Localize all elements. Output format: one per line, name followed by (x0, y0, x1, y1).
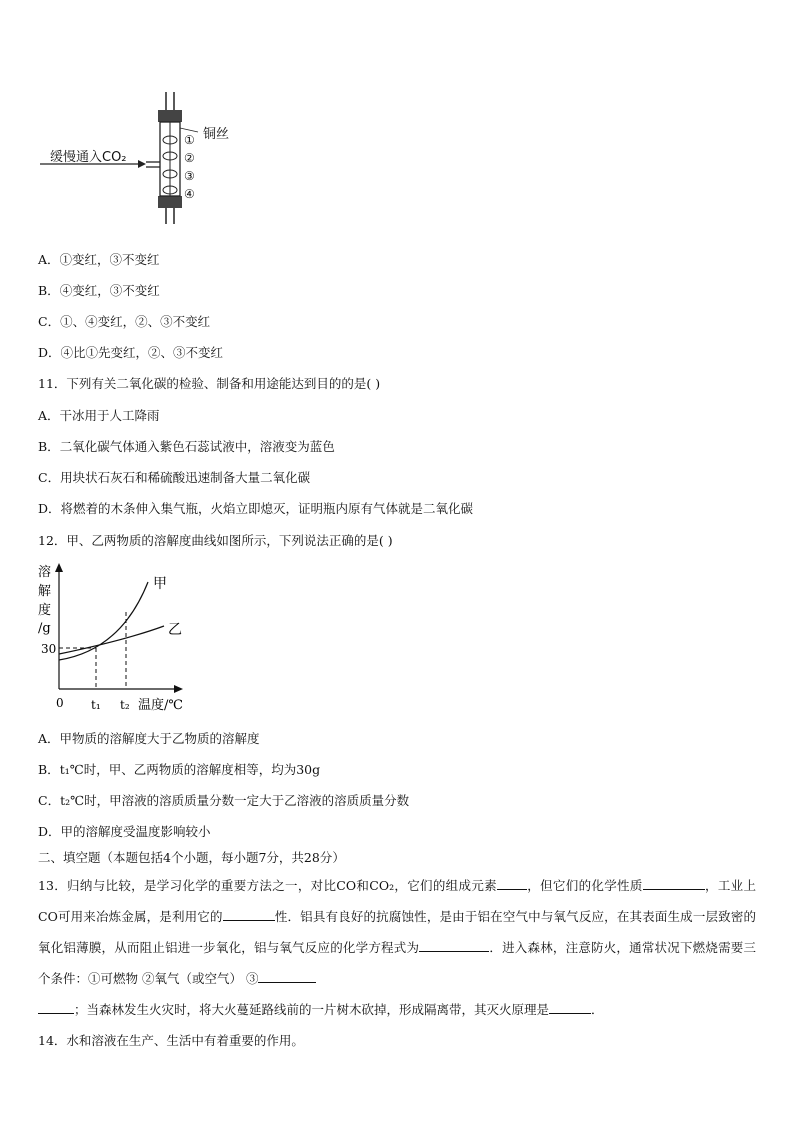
q13-blank-6[interactable] (549, 999, 591, 1014)
q11-stem: 11．下列有关二氧化碳的检验、制备和用途能达到目的的是( ) (38, 376, 381, 391)
y-axis-arrow (55, 563, 63, 572)
q11-option-a: A．干冰用于人工降雨 (38, 408, 160, 423)
q13-blank-3[interactable] (223, 906, 275, 921)
q11-option-c: C．用块状石灰石和稀硫酸迅速制备大量二氧化碳 (38, 470, 311, 485)
q10-option-a: A．①变红，③不变红 (38, 252, 160, 267)
q13-blank-1[interactable] (497, 875, 527, 890)
y-tick-30: 30 (41, 642, 57, 656)
x-tick-t2: t₂ (120, 698, 130, 712)
q10-option-c: C．①、④变红，②、③不变红 (38, 314, 211, 329)
x-axis-label: 温度/℃ (138, 698, 183, 713)
ylabel-char-2: 解 (38, 584, 52, 599)
q12-option-c: C．t₂℃时，甲溶液的溶质质量分数一定大于乙溶液的溶质质量分数 (38, 793, 410, 808)
q13-blank-5b[interactable] (38, 999, 74, 1014)
q13-blank-5[interactable] (258, 968, 316, 983)
q11-option-d: D．将燃着的木条伸入集气瓶，火焰立即熄灭，证明瓶内原有气体就是二氧化碳 (38, 501, 474, 516)
q13-paragraph: 13．归纳与比较，是学习化学的重要方法之一，对比CO和CO₂，它们的组成元素 ，但它们的化学性质 ，工业上CO可用来冶炼金属，是利用它的 性．铝具有良好的抗腐蚀性，是由于铝在空气中与氧气反应，在其表面生成一层致密的氧化铝薄膜，从而阻止铝进一步氧化，铝与氧气反应的化学方程式为 ．进入森林，注意防火，通常状况下燃烧需要三个条件：①可燃物 ②氧气（或空气） ③ ；当森林发生火灾时，将大火蔓延路线前的一片树木砍掉，形成隔离带，其灭火原理是 ． (38, 870, 756, 1025)
q12-option-d: D．甲的溶解度受温度影响较小 (38, 824, 211, 839)
q13-blank-2[interactable] (643, 875, 705, 890)
ylabel-char-4: /g (38, 621, 51, 636)
series-jia-curve (59, 582, 148, 660)
ball-label-3: ③ (184, 169, 195, 183)
q11-option-b: B．二氧化碳气体通入紫色石蕊试液中，溶液变为蓝色 (38, 439, 335, 454)
solubility-chart (36, 560, 206, 720)
series-label-yi: 乙 (168, 622, 182, 638)
q12-stem: 12．甲、乙两物质的溶解度曲线如图所示，下列说法正确的是( ) (38, 533, 393, 548)
wire-label: 铜丝 (203, 127, 230, 142)
ball-label-2: ② (184, 151, 195, 165)
q10-option-b: B．④变红，③不变红 (38, 283, 160, 298)
q12-option-a: A．甲物质的溶解度大于乙物质的溶解度 (38, 731, 260, 746)
x-tick-0: 0 (56, 696, 64, 710)
x-axis-arrow (174, 685, 183, 693)
q12-option-b: B．t₁℃时，甲、乙两物质的溶解度相等，均为30g (38, 762, 321, 777)
ball-label-1: ① (184, 133, 195, 147)
q14-stem: 14．水和溶液在生产、生活中有着重要的作用。 (38, 1033, 304, 1048)
section-heading-fill-in: 二、填空题（本题包括4个小题，每小题7分，共28分） (38, 850, 345, 865)
q13-blank-4[interactable] (419, 937, 489, 952)
x-tick-t1: t₁ (91, 698, 101, 712)
series-label-jia: 甲 (153, 576, 167, 592)
series-yi-curve (59, 626, 164, 654)
q10-option-d: D．④比①先变红，②、③不变红 (38, 345, 224, 360)
ylabel-char-3: 度 (38, 603, 52, 618)
inlet-label: 缓慢通入CO₂ (50, 150, 127, 165)
ylabel-char-1: 溶 (38, 565, 52, 580)
ball-label-4: ④ (184, 187, 195, 201)
